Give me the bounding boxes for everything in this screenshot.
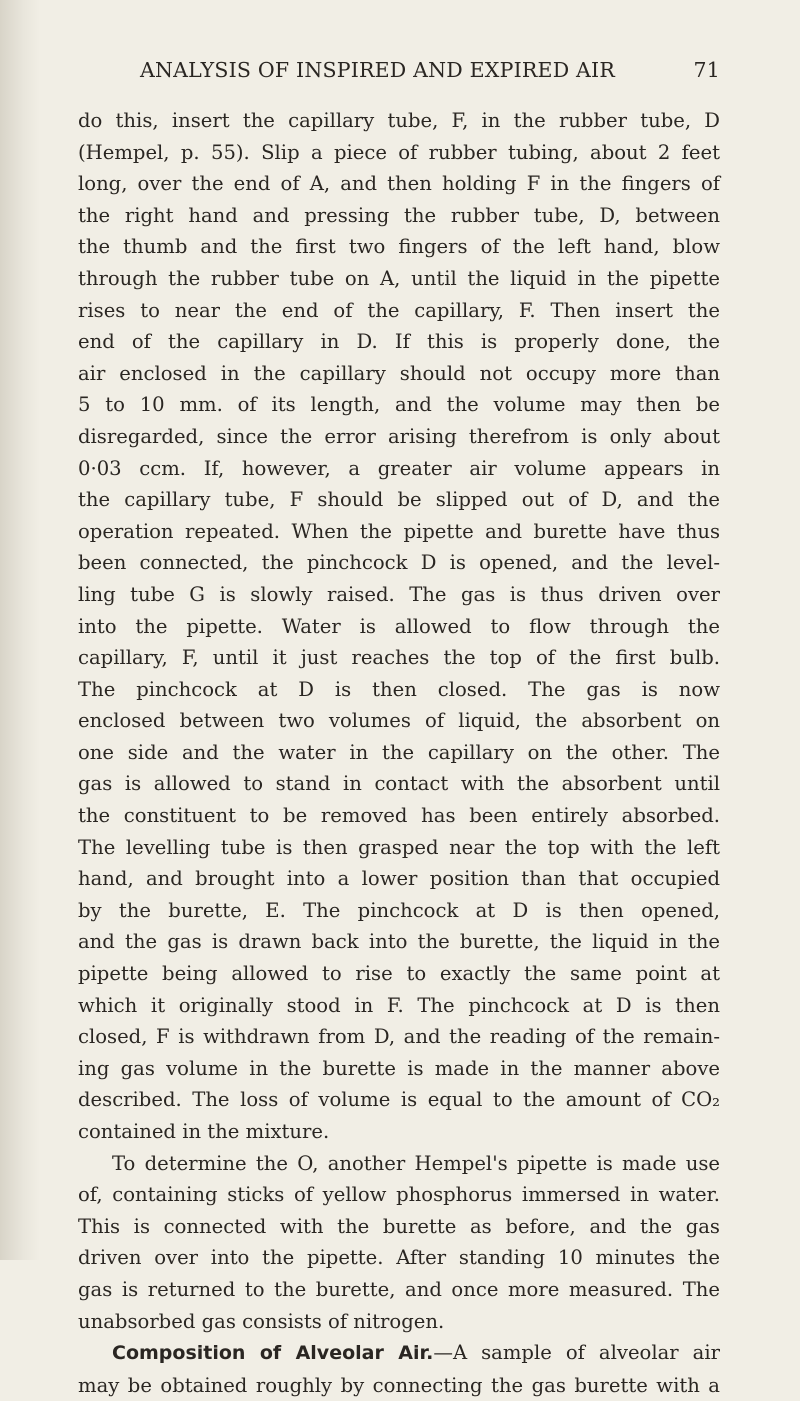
text-line: To determine the O, another Hempel's pipette is made use xyxy=(112,1151,720,1175)
text-line: 5 to 10 mm. of its length, and the volume may then be xyxy=(78,393,720,417)
text-line: do this, insert the capillary tube, F, in the rubber tube, D xyxy=(78,109,720,132)
text-line: described. The loss of volume is equal to the amount of CO₂ xyxy=(78,1088,720,1112)
section-heading: Composition of Alveolar Air. xyxy=(112,1342,434,1365)
text-line: by the burette, E. The pinchcock at D is then opened, xyxy=(78,898,720,922)
text-line: closed, F is withdrawn from D, and the reading of the remain- xyxy=(78,1025,720,1049)
text-line: which it originally stood in F. The pinchcock at D is then xyxy=(78,993,720,1017)
text-line: air enclosed in the capillary should not occupy more than xyxy=(78,361,720,385)
text-line: ing gas volume in the burette is made in the manner above xyxy=(78,1056,720,1080)
text-line: may be obtained roughly by connecting the gas burette with a xyxy=(78,1373,720,1397)
text-line: the capillary tube, F should be slipped out of D, and the xyxy=(78,488,720,512)
text-line: operation repeated. When the pipette and burette have thus xyxy=(78,519,720,543)
text-line: the right hand and pressing the rubber tube, D, between xyxy=(78,203,720,227)
text-line: The levelling tube is then grasped near the top with the left xyxy=(78,835,720,859)
text-line: This is connected with the burette as before, and the gas xyxy=(78,1214,720,1238)
text-line: pipette being allowed to rise to exactly the same point at xyxy=(78,962,720,986)
text-line: through the rubber tube on A, until the liquid in the pipette xyxy=(78,266,720,290)
running-head-title: ANALYSIS OF INSPIRED AND EXPIRED AIR xyxy=(140,58,615,82)
text-line: been connected, the pinchcock D is opened, and the level- xyxy=(78,551,720,575)
page-number: 71 xyxy=(693,58,720,82)
body-text xyxy=(78,105,720,1401)
text-line: and the gas is drawn back into the burette, the liquid in the xyxy=(78,930,720,954)
text-line: the thumb and the first two fingers of the left hand, blow xyxy=(78,235,720,259)
text-line: enclosed between two volumes of liquid, the absorbent on xyxy=(78,709,720,733)
paragraph-1 xyxy=(78,105,720,1148)
text-line: one side and the water in the capillary on the other. The xyxy=(78,740,720,764)
text-line: long, over the end of A, and then holding F in the fingers of xyxy=(78,172,720,196)
paragraph-3 xyxy=(78,1337,720,1401)
text-line: contained in the mixture. xyxy=(78,1120,330,1143)
text-line: disregarded, since the error arising therefrom is only about xyxy=(78,424,720,448)
text-line: driven over into the pipette. After standing 10 minutes the xyxy=(78,1246,720,1270)
text-line: rises to near the end of the capillary, F. Then insert the xyxy=(78,298,720,322)
text-line: end of the capillary in D. If this is properly done, the xyxy=(78,330,720,354)
text-line: gas is allowed to stand in contact with the absorbent until xyxy=(78,772,720,796)
text-line: The pinchcock at D is then closed. The gas is now xyxy=(78,677,720,701)
text-line: unabsorbed gas consists of nitrogen. xyxy=(78,1309,445,1333)
text-line-with-heading xyxy=(78,1337,720,1370)
text-line: of, containing sticks of yellow phosphorus immersed in water. xyxy=(78,1183,720,1207)
text-line: 0·03 ccm. If, however, a greater air volume appears in xyxy=(78,456,720,480)
paragraph-2 xyxy=(78,1148,720,1338)
text-line: into the pipette. Water is allowed to flow through the xyxy=(78,614,720,638)
text-line: the constituent to be removed has been entirely absorbed. xyxy=(78,804,720,828)
text-line: ling tube G is slowly raised. The gas is thus driven over xyxy=(78,582,720,606)
text-line: capillary, F, until it just reaches the top of the first bulb. xyxy=(78,646,720,670)
text-line: hand, and brought into a lower position than that occupied xyxy=(78,867,720,891)
page-spine-shadow xyxy=(0,0,40,1260)
text-line: (Hempel, p. 55). Slip a piece of rubber tubing, about 2 feet xyxy=(78,140,720,164)
text-line: gas is returned to the burette, and once more measured. The xyxy=(78,1277,720,1301)
text-fragment: —A sample of alveolar air xyxy=(433,1341,720,1365)
